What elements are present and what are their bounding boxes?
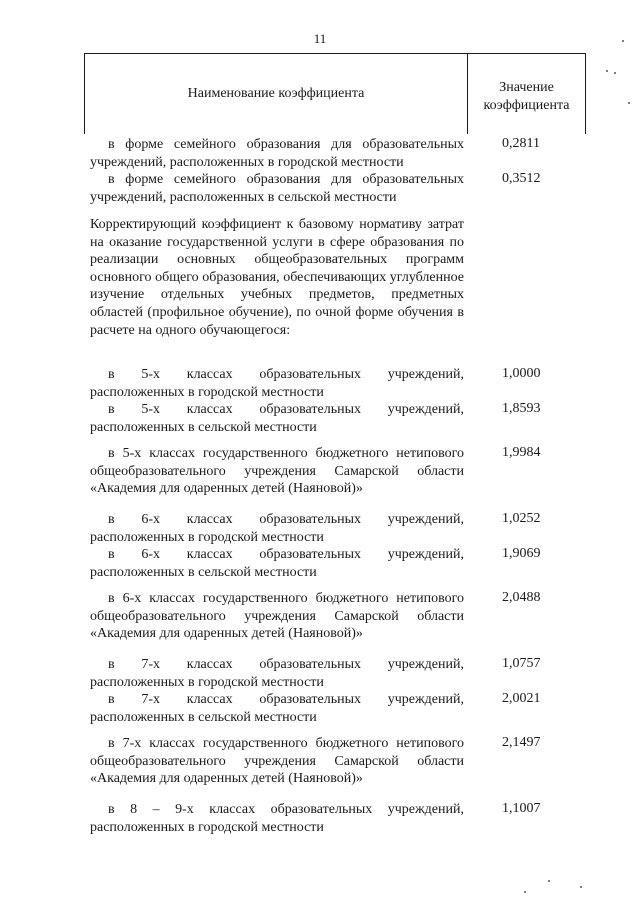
row-label: в 6-х классах государственного бюджетного нетипового общеобразовательного учреждения Самарской области «Академия для одаренных детей (Наяновой)»	[90, 591, 464, 641]
table-row	[90, 735, 541, 788]
row-label: в 7-х классах образовательных учреждений, расположенных в сельской местности	[90, 692, 464, 725]
row-value: 1,0000	[502, 366, 541, 381]
row-label: в 5-х классах образовательных учреждений, расположенных в городской местности	[90, 367, 464, 400]
row-label: в 8 – 9-х классах образовательных учреждений, расположенных в городской местности	[90, 802, 464, 835]
row-value: 1,0252	[502, 511, 541, 526]
table-row	[90, 401, 541, 436]
table-row	[90, 691, 541, 726]
row-value: 1,1007	[502, 801, 541, 816]
page-number: 11	[313, 31, 327, 46]
row-value: 1,9984	[502, 445, 541, 460]
row-value: 2,1497	[502, 735, 541, 750]
scan-speck	[622, 40, 624, 42]
row-value: 1,8593	[502, 401, 541, 416]
header-name-column: Наименование коэффициента	[187, 86, 365, 101]
row-value: 0,2811	[502, 136, 540, 151]
scan-speck	[606, 70, 608, 72]
scan-speck	[628, 102, 630, 104]
table-row	[90, 366, 541, 401]
row-value: 2,0021	[502, 691, 541, 706]
header-value-line1: Значение	[499, 80, 554, 95]
table-row	[90, 590, 541, 643]
header-value-column	[468, 79, 585, 115]
row-value: 1,0757	[502, 656, 541, 671]
table-row	[90, 445, 541, 498]
row-label: в форме семейного образования для образовательных учреждений, расположенных в сельской местности	[90, 172, 464, 205]
row-value: 2,0488	[502, 590, 541, 605]
table-row	[90, 171, 541, 206]
table-row	[90, 136, 540, 171]
table-row	[90, 511, 541, 546]
scan-speck	[580, 886, 582, 888]
scan-speck	[524, 891, 526, 893]
row-label: в 6-х классах образовательных учреждений, расположенных в сельской местности	[90, 547, 464, 580]
table-row	[90, 801, 541, 836]
row-label: в форме семейного образования для образовательных учреждений, расположенных в городской местности	[90, 137, 464, 170]
table-row	[90, 546, 541, 581]
row-label: в 7-х классах государственного бюджетного нетипового общеобразовательного учреждения Самарской области «Академия для одаренных детей (Наяновой)»	[90, 736, 464, 786]
row-label: в 6-х классах образовательных учреждений, расположенных в городской местности	[90, 512, 464, 545]
coefficient-description: Корректирующий коэффициент к базовому нормативу затрат на оказание государственной услуги в сфере образования по реализации основных общеобразовательных программ основного общего образования, обеспечивающих углубленное изучение отдельных учебных предметов, предметных областей (профильное обучение), по очной форме обучения в расчете на одного обучающегося:	[90, 217, 464, 338]
row-value: 1,9069	[502, 546, 541, 561]
row-label: в 5-х классах образовательных учреждений, расположенных в сельской местности	[90, 402, 464, 435]
scan-speck	[614, 72, 616, 74]
row-value: 0,3512	[502, 171, 541, 186]
table-row	[90, 656, 541, 691]
row-label: в 7-х классах образовательных учреждений, расположенных в городской местности	[90, 657, 464, 690]
header-value-line2: коэффициента	[483, 98, 570, 113]
scan-speck	[548, 880, 550, 882]
table-header	[84, 53, 586, 134]
row-label: в 5-х классах государственного бюджетного нетипового общеобразовательного учреждения Самарской области «Академия для одаренных детей (Наяновой)»	[90, 446, 464, 496]
